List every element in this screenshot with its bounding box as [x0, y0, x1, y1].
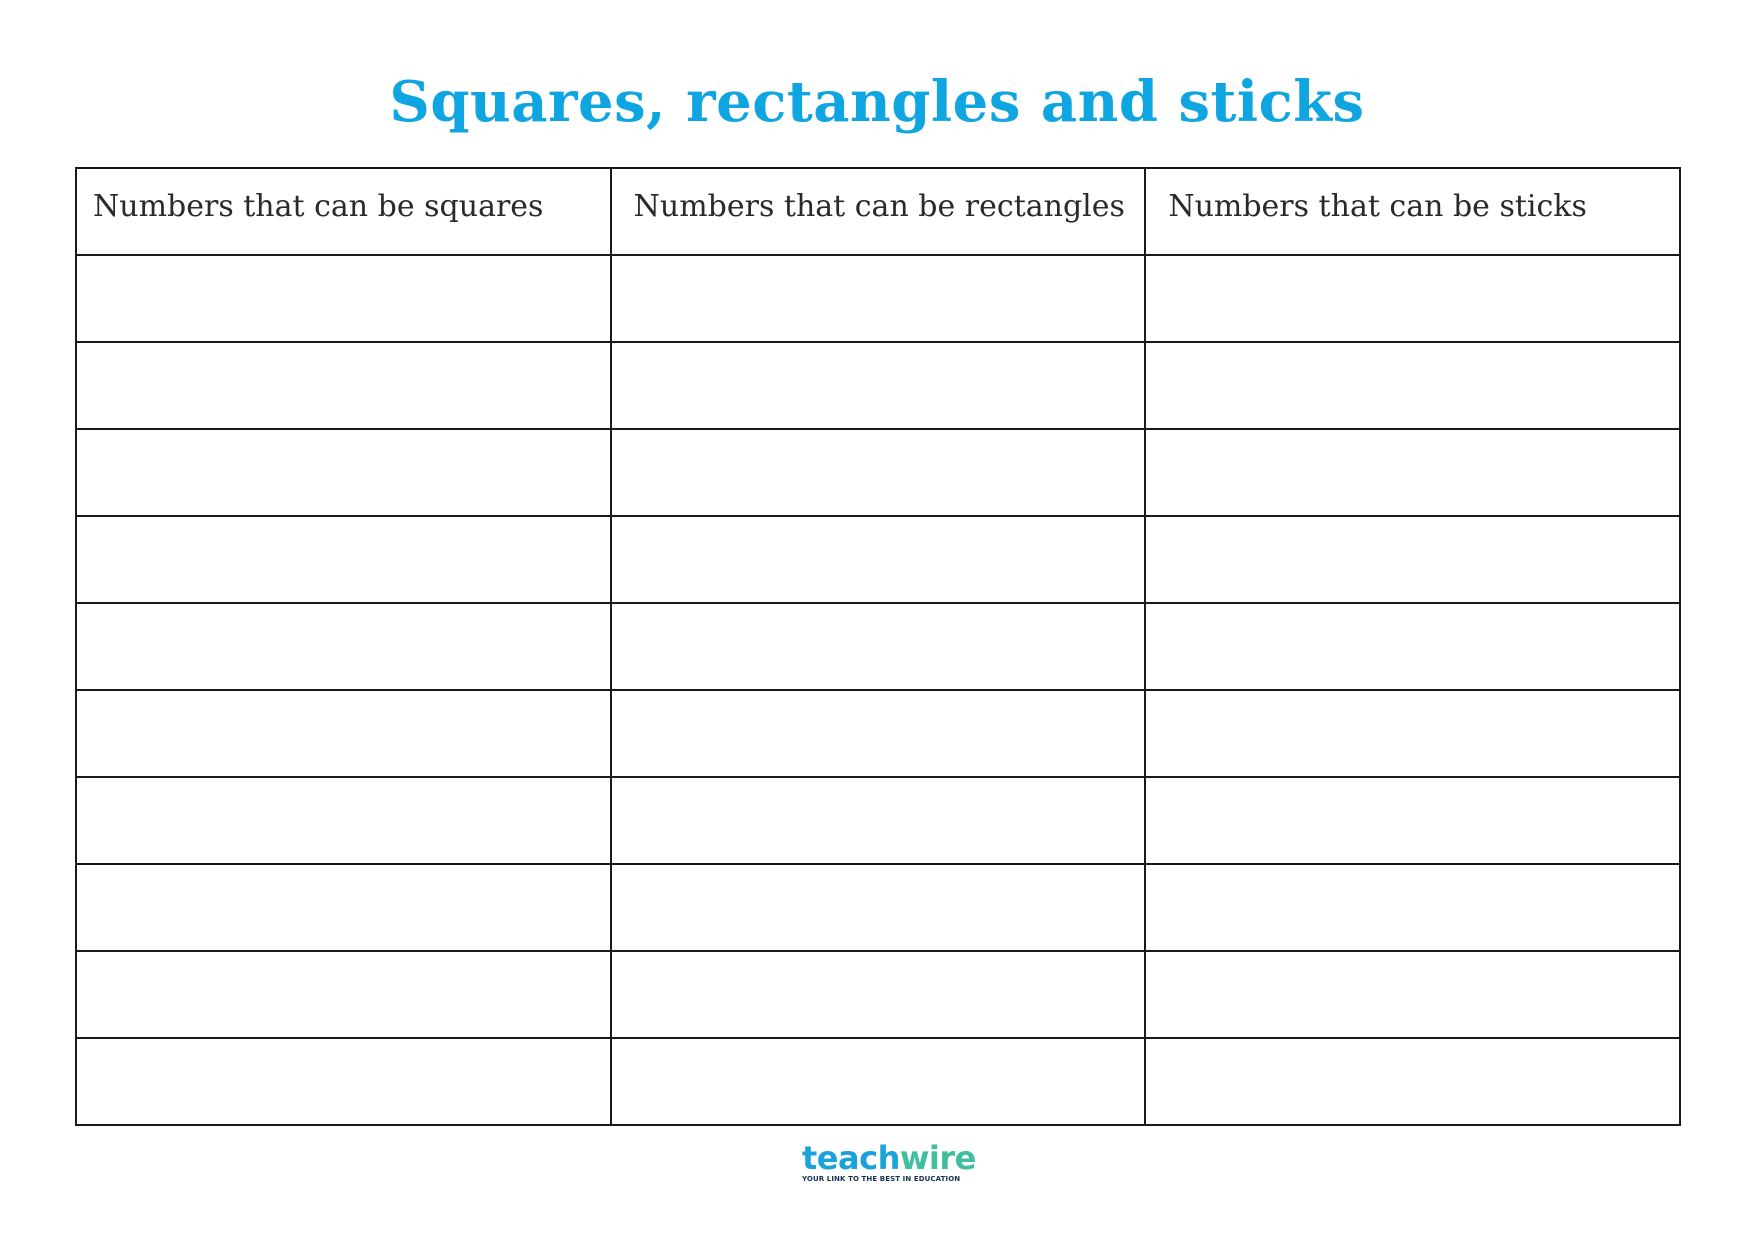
- table-row: [76, 777, 1680, 864]
- worksheet-table: [75, 167, 1681, 1126]
- answer-cell[interactable]: [1145, 864, 1680, 951]
- header-squares: Numbers that can be squares: [76, 168, 611, 255]
- answer-cell[interactable]: [76, 864, 611, 951]
- answer-cell[interactable]: [76, 255, 611, 342]
- answer-cell[interactable]: [1145, 951, 1680, 1038]
- answer-cell[interactable]: [611, 516, 1146, 603]
- answer-cell[interactable]: [611, 1038, 1146, 1125]
- table-row: [76, 603, 1680, 690]
- answer-cell[interactable]: [1145, 603, 1680, 690]
- logo-teach-text: teach: [802, 1139, 900, 1177]
- logo-tagline: YOUR LINK TO THE BEST IN EDUCATION: [802, 1175, 961, 1183]
- answer-cell[interactable]: [611, 690, 1146, 777]
- answer-cell[interactable]: [611, 603, 1146, 690]
- table-row: [76, 342, 1680, 429]
- answer-cell[interactable]: [76, 690, 611, 777]
- answer-cell[interactable]: [76, 342, 611, 429]
- answer-cell[interactable]: [611, 255, 1146, 342]
- answer-cell[interactable]: [76, 951, 611, 1038]
- answer-cell[interactable]: [76, 516, 611, 603]
- table-row: [76, 255, 1680, 342]
- table-row: [76, 690, 1680, 777]
- answer-cell[interactable]: [76, 603, 611, 690]
- table-row: [76, 951, 1680, 1038]
- answer-cell[interactable]: [1145, 690, 1680, 777]
- table-row: [76, 516, 1680, 603]
- answer-cell[interactable]: [1145, 1038, 1680, 1125]
- answer-cell[interactable]: [1145, 255, 1680, 342]
- answer-cell[interactable]: [611, 429, 1146, 516]
- answer-cell[interactable]: [611, 777, 1146, 864]
- teachwire-logo: [802, 1139, 976, 1186]
- header-rectangles: Numbers that can be rectangles: [611, 168, 1146, 255]
- logo-wire-text: wire: [899, 1139, 976, 1177]
- answer-cell[interactable]: [76, 429, 611, 516]
- answer-cell[interactable]: [1145, 777, 1680, 864]
- answer-cell[interactable]: [1145, 429, 1680, 516]
- answer-cell[interactable]: [611, 951, 1146, 1038]
- answer-cell[interactable]: [1145, 342, 1680, 429]
- page-title: Squares, rectangles and sticks: [389, 69, 1365, 135]
- answer-cell[interactable]: [76, 777, 611, 864]
- table-row: [76, 864, 1680, 951]
- logo-wordmark: [802, 1139, 976, 1177]
- header-sticks: Numbers that can be sticks: [1145, 168, 1680, 255]
- answer-cell[interactable]: [611, 864, 1146, 951]
- table-row: [76, 429, 1680, 516]
- answer-cell[interactable]: [76, 1038, 611, 1125]
- header-row: [76, 168, 1680, 255]
- answer-cell[interactable]: [1145, 516, 1680, 603]
- table-row: [76, 1038, 1680, 1125]
- answer-cell[interactable]: [611, 342, 1146, 429]
